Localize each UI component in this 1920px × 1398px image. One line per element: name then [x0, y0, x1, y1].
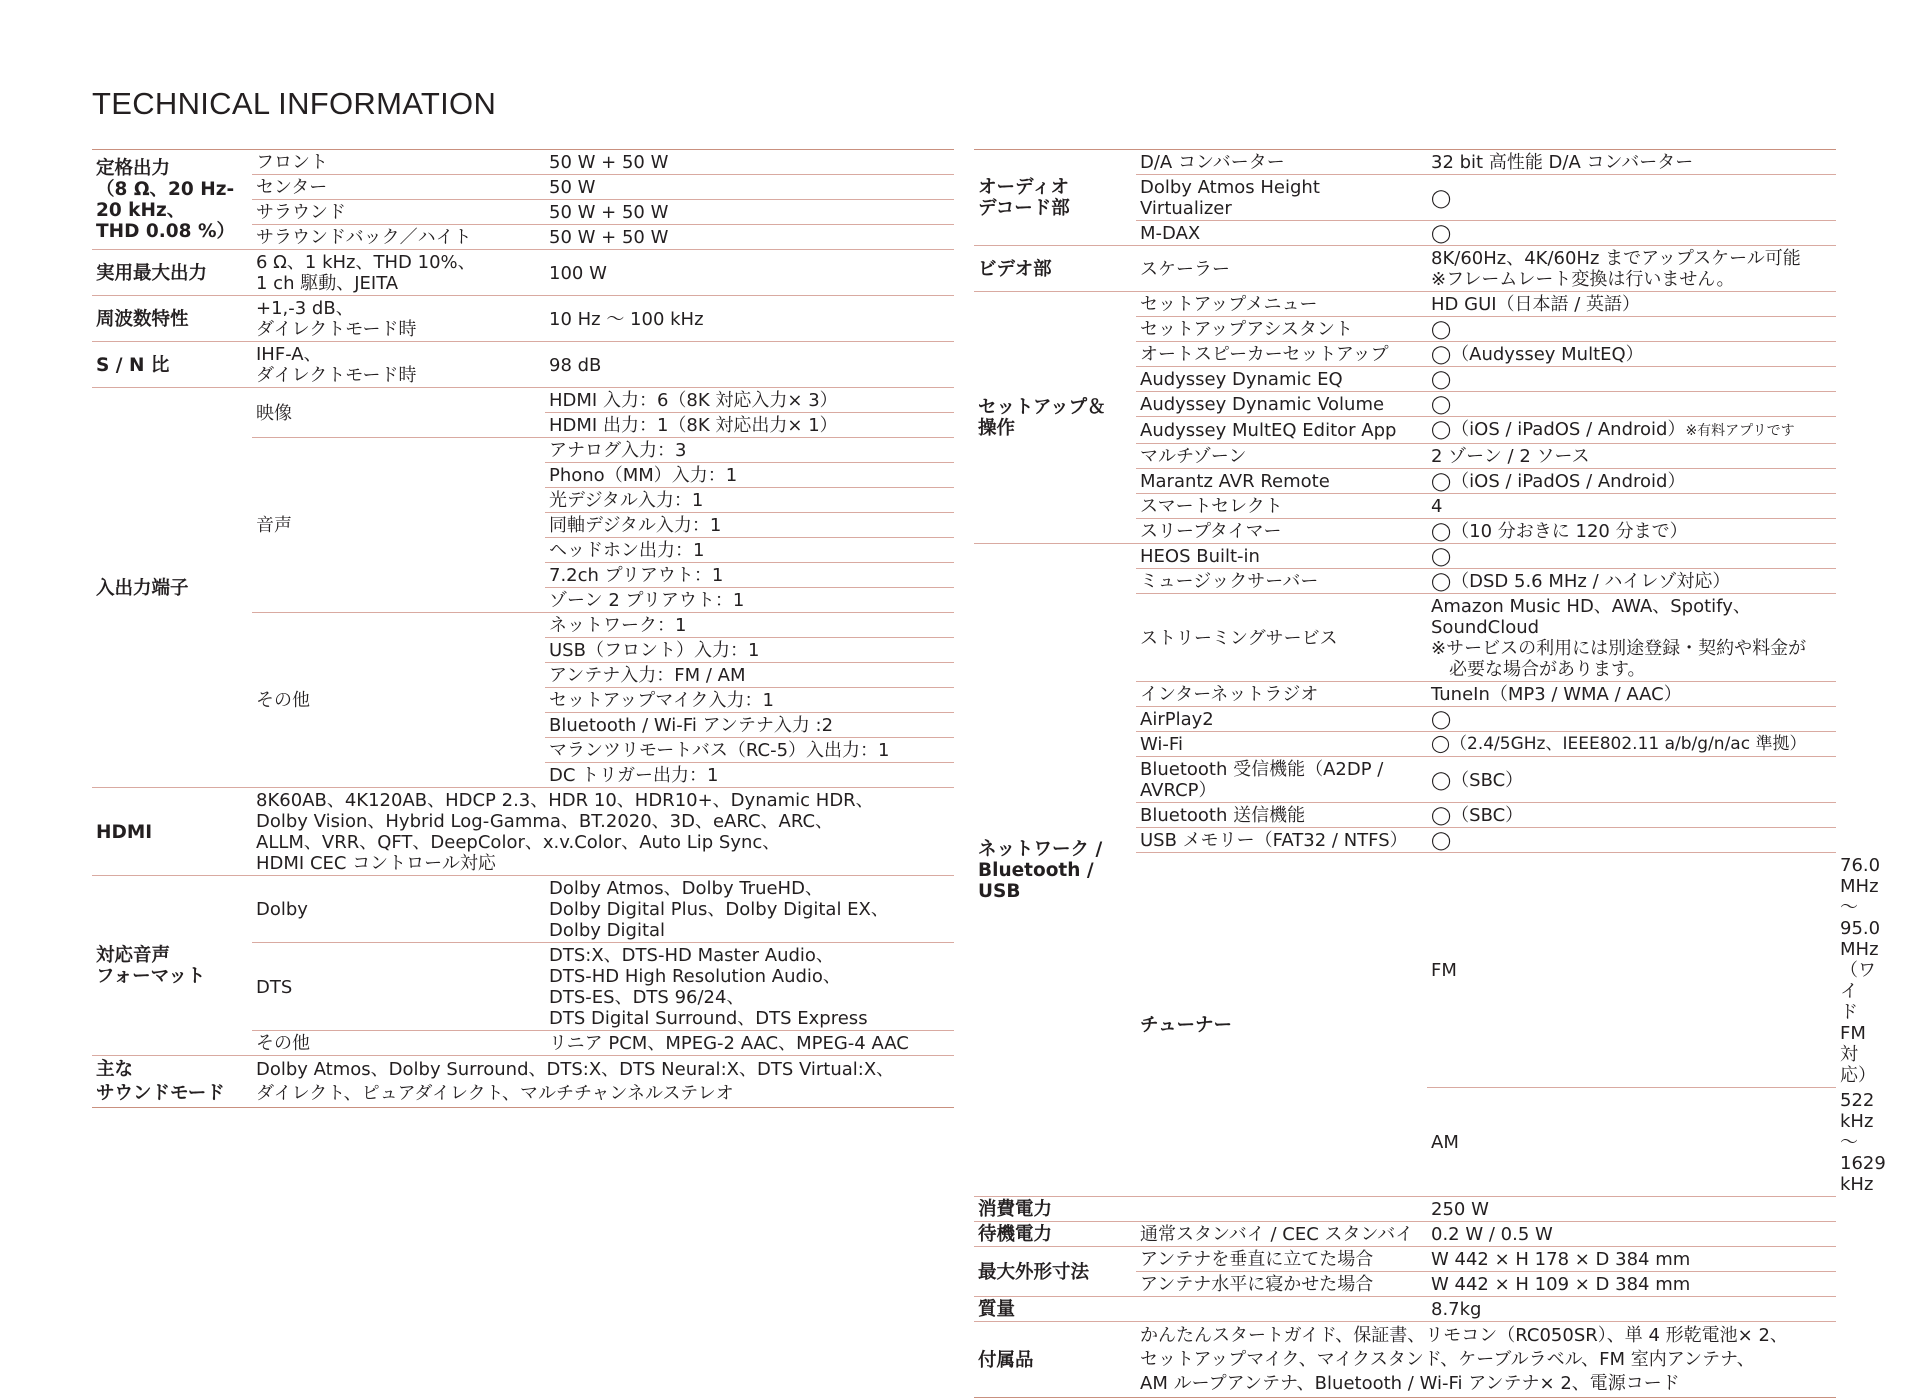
formats-label: 対応音声 フォーマット	[92, 876, 252, 1056]
table-row	[974, 150, 1836, 175]
spec-item: サラウンド	[252, 200, 545, 225]
table-row	[974, 1297, 1836, 1322]
accessories-label: 付属品	[974, 1322, 1136, 1398]
spec-value: マランツリモートバス（RC-5）入出力：1	[545, 738, 954, 763]
spec-item: セットアップアシスタント	[1136, 317, 1427, 342]
spec-value: USB（フロント）入力：1	[545, 638, 954, 663]
spec-item	[1136, 1297, 1427, 1322]
paid-app-note: ※有料アプリです	[1685, 423, 1795, 439]
spec-value: Phono（MM）入力：1	[545, 463, 954, 488]
spec-value: アンテナ入力：FM / AM	[545, 663, 954, 688]
spec-item: 通常スタンバイ / CEC スタンバイ	[1136, 1222, 1427, 1247]
spec-item: Dolby	[252, 876, 545, 943]
hdmi-label: HDMI	[92, 788, 252, 876]
spec-item: セットアップメニュー	[1136, 292, 1427, 317]
spec-value: 2 ゾーン / 2 ソース	[1427, 444, 1836, 469]
spec-value: W 442 × H 109 × D 384 mm	[1427, 1272, 1836, 1297]
spec-item: アンテナ水平に寝かせた場合	[1136, 1272, 1427, 1297]
spec-value: 32 bit 高性能 D/A コンバーター	[1427, 150, 1836, 175]
table-row: AM 522 kHz ～ 1629 kHz	[974, 1088, 1836, 1197]
table-row	[92, 1056, 954, 1108]
spec-item: センター	[252, 175, 545, 200]
spec-item: その他	[252, 613, 545, 788]
spec-value: ◯（iOS / iPadOS / Android）	[1427, 469, 1836, 494]
spec-value: 同軸デジタル入力：1	[545, 513, 954, 538]
frequency-label: 周波数特性	[92, 296, 252, 342]
spec-item: IHF-A、 ダイレクトモード時	[252, 342, 545, 388]
spec-value: DTS:X、DTS-HD Master Audio、 DTS-HD High Resolution Audio、 DTS-ES、DTS 96/24、 DTS Digital Surround、DTS Express	[545, 943, 954, 1031]
table-row	[92, 876, 954, 943]
spec-item	[1136, 1197, 1427, 1222]
spec-value: DC トリガー出力：1	[545, 763, 954, 788]
spec-value: ◯（10 分おきに 120 分まで）	[1427, 519, 1836, 544]
spec-value: 50 W	[545, 175, 954, 200]
spec-value: ◯	[1427, 828, 1836, 853]
spec-item: Bluetooth 受信機能（A2DP / AVRCP）	[1136, 757, 1427, 803]
table-row	[974, 1222, 1836, 1247]
table-row	[974, 544, 1836, 569]
spec-item: ストリーミングサービス	[1136, 594, 1427, 682]
spec-item: Audyssey Dynamic Volume	[1136, 392, 1427, 417]
table-row	[92, 296, 954, 342]
spec-item: 映像	[252, 388, 545, 438]
rated-output-label: 定格出力 （8 Ω、20 Hz- 20 kHz、 THD 0.08 %）	[92, 150, 252, 250]
spec-value: 50 W + 50 W	[545, 200, 954, 225]
spec-value: ◯	[1427, 367, 1836, 392]
spec-item: Marantz AVR Remote	[1136, 469, 1427, 494]
spec-value: ◯（DSD 5.6 MHz / ハイレゾ対応）	[1427, 569, 1836, 594]
spec-value: セットアップマイク入力：1	[545, 688, 954, 713]
spec-item: その他	[252, 1031, 545, 1056]
spec-value: ◯（iOS / iPadOS / Android）※有料アプリです	[1427, 417, 1836, 444]
spec-value: リニア PCM、MPEG-2 AAC、MPEG-4 AAC	[545, 1031, 954, 1056]
spec-value: ◯（SBC）	[1427, 757, 1836, 803]
spec-item: スリープタイマー	[1136, 519, 1427, 544]
spec-value: アナログ入力：3	[545, 438, 954, 463]
spec-item: M-DAX	[1136, 221, 1427, 246]
spec-value: 10 Hz ～ 100 kHz	[545, 296, 954, 342]
spec-item: オートスピーカーセットアップ	[1136, 342, 1427, 367]
spec-item: Audyssey Dynamic EQ	[1136, 367, 1427, 392]
spec-table-left	[92, 149, 954, 1108]
spec-value: 50 W + 50 W	[545, 225, 954, 250]
spec-value: 8.7kg	[1427, 1297, 1836, 1322]
spec-item: スマートセレクト	[1136, 494, 1427, 519]
spec-value: TuneIn（MP3 / WMA / AAC）	[1427, 682, 1836, 707]
table-row	[92, 388, 954, 413]
spec-item: スケーラー	[1136, 246, 1427, 292]
spec-item: 6 Ω、1 kHz、THD 10%、 1 ch 駆動、JEITA	[252, 250, 545, 296]
table-row	[974, 1197, 1836, 1222]
spec-item: インターネットラジオ	[1136, 682, 1427, 707]
spec-value: Dolby Atmos、Dolby Surround、DTS:X、DTS Neural:X、DTS Virtual:X、 ダイレクト、ピュアダイレクト、マルチチャンネルステレオ	[252, 1056, 954, 1108]
table-row	[92, 150, 954, 175]
spec-value: ネットワーク：1	[545, 613, 954, 638]
spec-item: AM	[1427, 1088, 1836, 1197]
max-output-label: 実用最大出力	[92, 250, 252, 296]
spec-item: Audyssey MultEQ Editor App	[1136, 417, 1427, 444]
table-row	[974, 1322, 1836, 1398]
spec-value: Amazon Music HD、AWA、Spotify、 SoundCloud ※サービスの利用には別途登録・契約や料金が 必要な場合があります。	[1427, 594, 1836, 682]
spec-item: AirPlay2	[1136, 707, 1427, 732]
spec-item: USB メモリー（FAT32 / NTFS）	[1136, 828, 1427, 853]
table-row	[974, 1247, 1836, 1272]
table-row	[92, 342, 954, 388]
spec-item: 音声	[252, 438, 545, 613]
spec-value: 8K/60Hz、4K/60Hz までアップスケール可能 ※フレームレート変換は行いません。	[1427, 246, 1836, 292]
spec-value: 100 W	[545, 250, 954, 296]
spec-item: アンテナを垂直に立てた場合	[1136, 1247, 1427, 1272]
table-row	[974, 246, 1836, 292]
weight-label: 質量	[974, 1297, 1136, 1322]
spec-value: 4	[1427, 494, 1836, 519]
power-consumption-label: 消費電力	[974, 1197, 1136, 1222]
spec-value: W 442 × H 178 × D 384 mm	[1427, 1247, 1836, 1272]
spec-value: 50 W + 50 W	[545, 150, 954, 175]
spec-value: HDMI 出力：1（8K 対応出力× 1）	[545, 413, 954, 438]
network-label: ネットワーク / Bluetooth / USB	[974, 544, 1136, 1197]
spec-item: Bluetooth 送信機能	[1136, 803, 1427, 828]
spec-item: FM	[1427, 853, 1836, 1088]
spec-value: ◯（Audyssey MultEQ）	[1427, 342, 1836, 367]
setup-label: セットアップ＆ 操作	[974, 292, 1136, 544]
spec-value: ◯（2.4/5GHz、IEEE802.11 a/b/g/n/ac 準拠）	[1427, 732, 1836, 757]
spec-value: ◯	[1427, 175, 1836, 221]
spec-value: 7.2ch プリアウト：1	[545, 563, 954, 588]
spec-value: Bluetooth / Wi-Fi アンテナ入力 :2	[545, 713, 954, 738]
spec-value: ◯（SBC）	[1427, 803, 1836, 828]
spec-value: ◯	[1427, 317, 1836, 342]
spec-value: 0.2 W / 0.5 W	[1427, 1222, 1836, 1247]
spec-item: フロント	[252, 150, 545, 175]
table-row: チューナー FM 76.0 MHz ～ 95.0 MHz（ワイド FM 対応）	[974, 853, 1836, 1088]
spec-value: ◯	[1427, 221, 1836, 246]
table-row	[92, 250, 954, 296]
sound-modes-label: 主な サウンドモード	[92, 1056, 252, 1108]
spec-item: DTS	[252, 943, 545, 1031]
spec-value: 98 dB	[545, 342, 954, 388]
spec-item: HEOS Built-in	[1136, 544, 1427, 569]
spec-item: Wi-Fi	[1136, 732, 1427, 757]
spec-value: ◯	[1427, 707, 1836, 732]
spec-item: マルチゾーン	[1136, 444, 1427, 469]
spec-item: サラウンドバック／ハイト	[252, 225, 545, 250]
io-terminals-label: 入出力端子	[92, 388, 252, 788]
spec-value: ゾーン 2 プリアウト：1	[545, 588, 954, 613]
spec-item: +1,-3 dB、 ダイレクトモード時	[252, 296, 545, 342]
tuner-label: チューナー	[1136, 853, 1427, 1197]
spec-value: かんたんスタートガイド、保証書、リモコン（RC050SR）、単 4 形乾電池× 2、 セットアップマイク、マイクスタンド、ケーブルラベル、FM 室内アンテナ、 AM ループアンテナ、Bluetooth / Wi-Fi アンテナ× 2、電源コード	[1136, 1322, 1836, 1398]
spec-value: HDMI 入力：6（8K 対応入力× 3）	[545, 388, 954, 413]
spec-value: 250 W	[1427, 1197, 1836, 1222]
dimensions-label: 最大外形寸法	[974, 1247, 1136, 1297]
table-row	[92, 788, 954, 876]
spec-item: ミュージックサーバー	[1136, 569, 1427, 594]
spec-item: Dolby Atmos Height Virtualizer	[1136, 175, 1427, 221]
spec-table-right	[974, 149, 1886, 1398]
sn-ratio-label: S / N 比	[92, 342, 252, 388]
spec-value: 8K60AB、4K120AB、HDCP 2.3、HDR 10、HDR10+、Dynamic HDR、 Dolby Vision、Hybrid Log-Gamma、BT.2020、3D、eARC、ARC、 ALLM、VRR、QFT、DeepColor、x.v.Color、Auto Lip Sync、 HDMI CEC コントロール対応	[252, 788, 954, 876]
table-row	[974, 292, 1836, 317]
spec-value: HD GUI（日本語 / 英語）	[1427, 292, 1836, 317]
spec-value: ◯	[1427, 544, 1836, 569]
spec-value: ◯	[1427, 392, 1836, 417]
standby-power-label: 待機電力	[974, 1222, 1136, 1247]
spec-item: D/A コンバーター	[1136, 150, 1427, 175]
page-title: TECHNICAL INFORMATION	[92, 86, 497, 121]
audio-decode-label: オーディオ デコード部	[974, 150, 1136, 246]
spec-value: 光デジタル入力：1	[545, 488, 954, 513]
spec-value: ヘッドホン出力：1	[545, 538, 954, 563]
video-label: ビデオ部	[974, 246, 1136, 292]
spec-value: Dolby Atmos、Dolby TrueHD、 Dolby Digital Plus、Dolby Digital EX、 Dolby Digital	[545, 876, 954, 943]
